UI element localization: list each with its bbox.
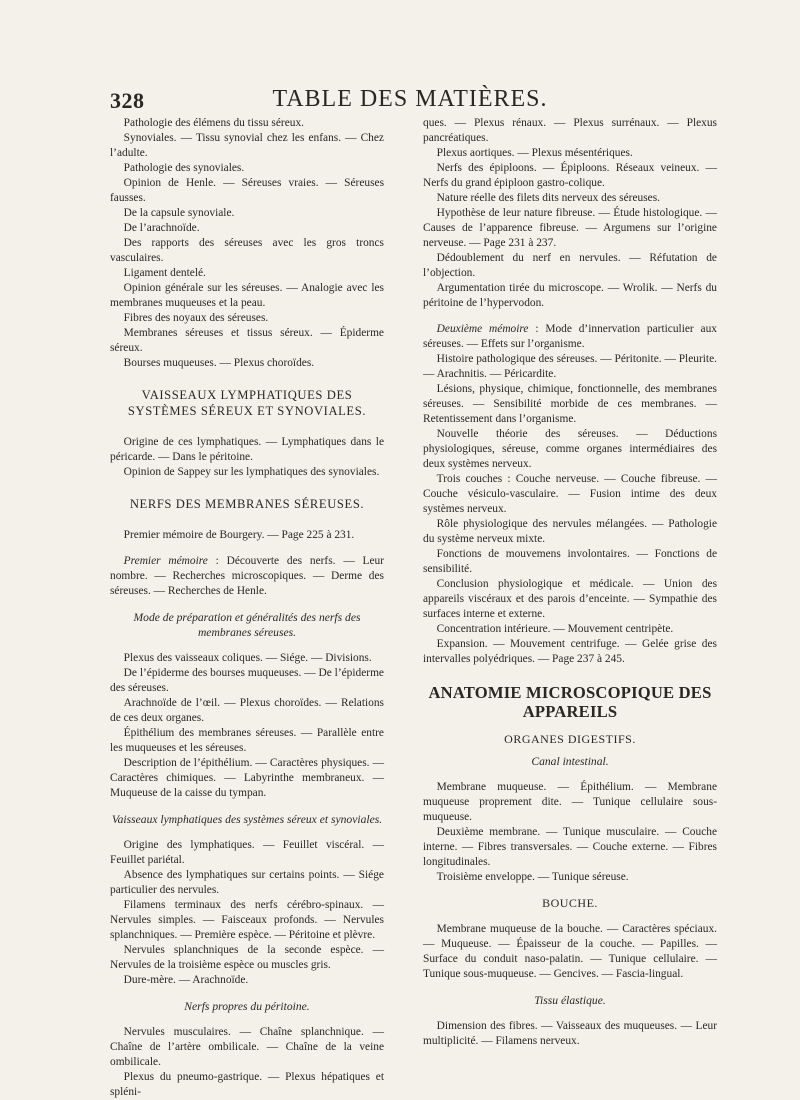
toc-entry: Description de l’épithélium. — Caractères physiques. — Caractères chimiques. — Labyrinthe membraneux. — Muqueuse de la caisse du tympan. <box>110 757 384 799</box>
toc-entry: Concentration intérieure. — Mouvement centripète. <box>436 623 674 635</box>
toc-entry: Membrane muqueuse. — Épithélium. — Membrane muqueuse proprement dite. — Tunique cellulaire sous-muqueuse. <box>423 781 717 823</box>
left-column <box>110 116 384 1100</box>
page-header <box>110 86 710 116</box>
toc-entry: Dédoublement du nerf en nervules. — Réfutation de l’objection. <box>423 252 717 279</box>
section-heading-organes: ORGANES DIGESTIFS. <box>504 732 636 746</box>
toc-entry: Arachnoïde de l’œil. — Plexus choroïdes. — Relations de ces deux organes. <box>110 697 384 724</box>
toc-entry: Expansion. — Mouvement centrifuge. — Gelée grise des intervalles polyédriques. — Page 237 à 245. <box>423 638 717 665</box>
toc-entry: Premier mémoire de Bourgery. — Page 225 à 231. <box>123 529 355 541</box>
toc-entry: Nervules musculaires. — Chaîne splanchnique. — Chaîne de l’artère ombilicale. — Chaîne de la veine ombilicale. <box>110 1026 384 1068</box>
toc-entry: Dimension des fibres. — Vaisseaux des muqueuses. — Leur multiplicité. — Filamens nerveux. <box>423 1020 717 1047</box>
subsection-heading-tissu: Tissu élastique. <box>534 994 606 1007</box>
toc-entry: Histoire pathologique des séreuses. — Péritonite. — Pleurite. — Arachnitis. — Péricardite. <box>423 353 717 380</box>
toc-entry: Absence des lymphatiques sur certains points. — Siége particulier des nervules. <box>110 869 384 896</box>
toc-entry: Des rapports des séreuses avec les gros troncs vasculaires. <box>110 237 384 264</box>
section-heading-anatomie: ANATOMIE MICROSCOPIQUE DES APPAREILS <box>428 683 712 721</box>
toc-entry: Deuxième membrane. — Tunique musculaire. — Couche interne. — Fibres transversales. — Couche externe. — Fibres longitudinales. <box>423 826 717 868</box>
toc-entry: Pathologie des élémens du tissu séreux. <box>123 117 304 129</box>
toc-entry: Nerfs des épiploons. — Épiploons. Réseaux veineux. — Nerfs du grand épiploon gastro-colique. <box>423 162 717 189</box>
subsection-heading-canal: Canal intestinal. <box>531 755 609 768</box>
toc-entry-premier-memoire <box>110 554 384 599</box>
toc-entry: Lésions, physique, chimique, fonctionnelle, des membranes séreuses. — Sensibilité morbide de ces membranes. — Retentissement dans l’organisme. <box>423 383 717 425</box>
subsection-heading-nerfs-propres: Nerfs propres du péritoine. <box>184 1000 310 1013</box>
toc-entry: Épithélium des membranes séreuses. — Parallèle entre les muqueuses et les séreuses. <box>110 727 384 754</box>
toc-entry: De l’épiderme des bourses muqueuses. — De l’épiderme des séreuses. <box>110 667 384 694</box>
toc-entry: Nervules splanchniques de la seconde espèce. — Nervules de la troisième espèce ou muscles gris. <box>110 944 384 971</box>
toc-entry: Origine de ces lymphatiques. — Lymphatiques dans le péricarde. — Dans le péritoine. <box>110 436 384 463</box>
toc-entry: Opinion générale sur les séreuses. — Analogie avec les membranes muqueuses et la peau. <box>110 282 384 309</box>
toc-entry: Conclusion physiologique et médicale. — Union des appareils viscéraux et des parois d’enceinte. — Sympathie des surfaces interne et externe. <box>423 578 717 620</box>
toc-entry: Opinion de Sappey sur les lymphatiques des synoviales. <box>123 466 380 478</box>
toc-entry: Fibres des noyaux des séreuses. <box>123 312 269 324</box>
toc-entry: De la capsule synoviale. <box>123 207 235 219</box>
section-heading-vaisseaux: VAISSEAUX LYMPHATIQUES DES SYSTÈMES SÉREUX ET SYNOVIALES. <box>127 388 367 418</box>
subsection-heading-mode: Mode de préparation et généralités des nerfs des membranes séreuses. <box>133 611 361 639</box>
toc-entry: Plexus du pneumo-gastrique. — Plexus hépatiques et spléni- <box>110 1071 384 1098</box>
toc-entry: Nature réelle des filets dits nerveux des séreuses. <box>436 192 660 204</box>
page-number: 328 <box>110 88 145 113</box>
toc-entry: Dure-mère. — Arachnoïde. <box>123 974 249 986</box>
toc-entry: Rôle physiologique des nervules mélangées. — Pathologie du système nerveux mixte. <box>423 518 717 545</box>
section-heading-bouche: BOUCHE. <box>542 896 598 910</box>
toc-entry: Argumentation tirée du microscope. — Wrolik. — Nerfs du péritoine de l’hypervodon. <box>423 282 717 309</box>
toc-entry: Pathologie des synoviales. <box>123 162 245 174</box>
toc-entry: De l’arachnoïde. <box>123 222 200 234</box>
memoire-label: Deuxième mémoire <box>436 323 529 335</box>
toc-entry: Ligament dentelé. <box>123 267 206 279</box>
toc-entry-deuxieme-memoire <box>423 322 717 352</box>
toc-entry: Nouvelle théorie des séreuses. — Déductions physiologiques, séreuse, comme organes intermédiaires des deux systèmes nerveux. <box>423 428 717 470</box>
memoire-label: Premier mémoire <box>123 555 208 567</box>
toc-entry: Fonctions de mouvemens involontaires. — Fonctions de sensibilité. <box>423 548 717 575</box>
toc-entry-continued: ques. — Plexus rénaux. — Plexus surrénaux. — Plexus pancréatiques. <box>423 117 717 144</box>
memoire-text: : Mode d’innervation particulier aux séreuses. — Effets sur l’organisme. <box>423 323 717 350</box>
subsection-heading-vaisseaux: Vaisseaux lymphatiques des systèmes séreux et synoviales. <box>111 813 383 826</box>
section-heading-nerfs: NERFS DES MEMBRANES SÉREUSES. <box>129 497 365 511</box>
toc-entry: Membrane muqueuse de la bouche. — Caractères spéciaux. — Muqueuse. — Épaisseur de la couche. — Papilles. — Surface du conduit naso-palatin. — Tunique cellulaire. — Tunique sous-muqueuse. — Gencives. — Fascia-lingual. <box>423 923 717 980</box>
memoire-text: : Découverte des nerfs. — Leur nombre. — Recherches microscopiques. — Derme des séreuses. — Recherches de Henle. <box>110 555 385 597</box>
toc-entry: Origine des lymphatiques. — Feuillet viscéral. — Feuillet pariétal. <box>110 839 384 866</box>
toc-entry: Plexus aortiques. — Plexus mésentériques. <box>436 147 633 159</box>
toc-entry: Synoviales. — Tissu synovial chez les enfans. — Chez l’adulte. <box>110 132 384 159</box>
toc-entry: Troisième enveloppe. — Tunique séreuse. <box>436 871 629 883</box>
right-column <box>423 116 717 1049</box>
toc-entry: Hypothèse de leur nature fibreuse. — Étude histologique. — Causes de l’apparence fibreuse. — Argumens sur l’origine nerveuse. — Page 231 à 237. <box>423 207 717 249</box>
running-title: TABLE DES MATIÈRES. <box>272 86 548 112</box>
toc-entry: Trois couches : Couche nerveuse. — Couche fibreuse. — Couche vésiculo-vasculaire. — Fusion intime des deux systèmes nerveux. <box>423 473 717 515</box>
toc-entry: Membranes séreuses et tissus séreux. — Épiderme séreux. <box>110 327 384 354</box>
toc-entry: Plexus des vaisseaux coliques. — Siége. — Divisions. <box>123 652 372 664</box>
toc-entry: Filamens terminaux des nerfs cérébro-spinaux. — Nervules simples. — Faisceaux profonds. — Nervules splanchniques. — Première espèce. — Péritoine et plèvre. <box>110 899 384 941</box>
toc-entry: Bourses muqueuses. — Plexus choroïdes. <box>123 357 315 369</box>
toc-entry: Opinion de Henle. — Séreuses vraies. — Séreuses fausses. <box>110 177 384 204</box>
